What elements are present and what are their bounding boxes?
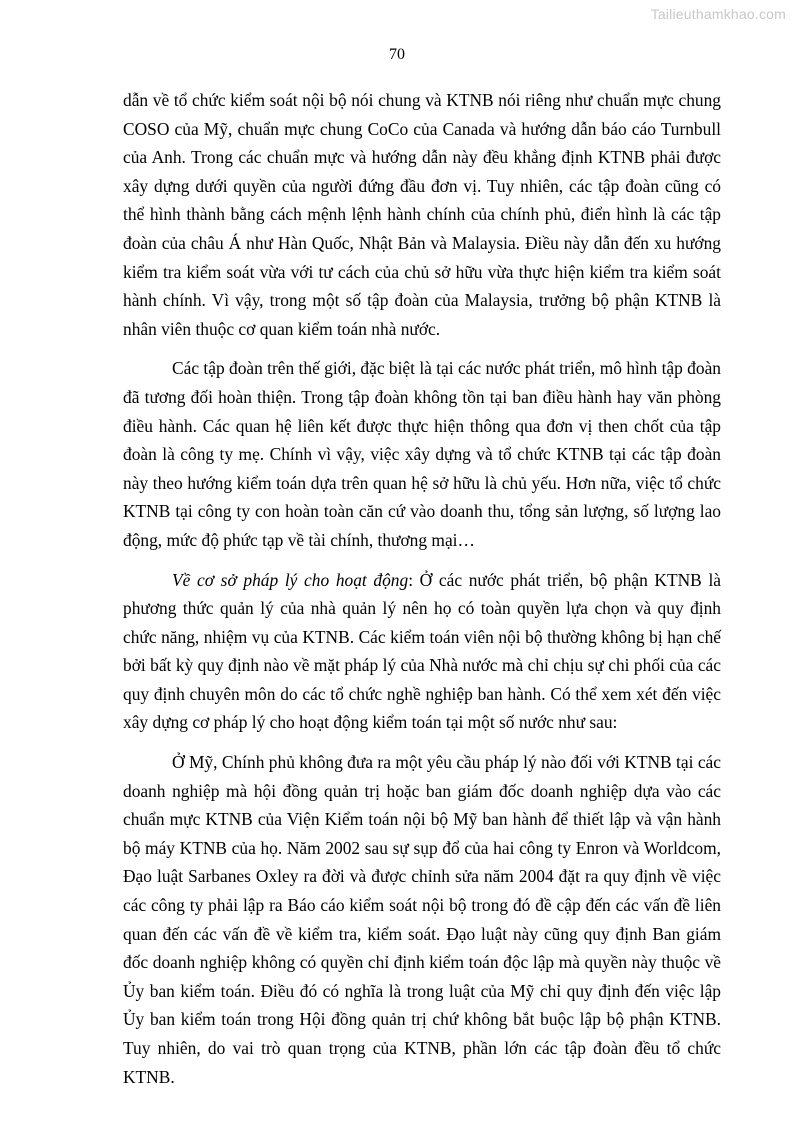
paragraph-3	[123, 566, 721, 738]
paragraph-3-italic-lead: Về cơ sở pháp lý cho hoạt động	[172, 569, 409, 590]
paragraph-1: dẫn về tổ chức kiểm soát nội bộ nói chung và KTNB nói riêng như chuẩn mực chung COSO của Mỹ, chuẩn mực chung CoCo của Canada và hướng dẫn báo cáo Turnbull của Anh. Trong các chuẩn mực và hướng dẫn này đều khẳng định KTNB phải được xây dựng dưới quyền của người đứng đầu đơn vị. Tuy nhiên, các tập đoàn cũng có thể hình thành bằng cách mệnh lệnh hành chính của chính phủ, điển hình là các tập đoàn của châu Á như Hàn Quốc, Nhật Bản và Malaysia. Điều này dẫn đến xu hướng kiểm tra kiểm soát vừa với tư cách của chủ sở hữu vừa thực hiện kiểm tra kiểm soát hành chính. Vì vậy, trong một số tập đoàn của Malaysia, trưởng bộ phận KTNB là nhân viên thuộc cơ quan kiểm toán nhà nước.	[123, 90, 721, 339]
paragraph-4: Ở Mỹ, Chính phủ không đưa ra một yêu cầu pháp lý nào đối với KTNB tại các doanh nghiệp mà hội đồng quản trị hoặc ban giám đốc doanh nghiệp dựa vào các chuẩn mực KTNB của Viện Kiểm toán nội bộ Mỹ ban hành để thiết lập và vận hành bộ máy KTNB của họ. Năm 2002 sau sự sụp đổ của hai công ty Enron và Worldcom, Đạo luật Sarbanes Oxley ra đời và được chỉnh sửa năm 2004 đặt ra quy định về việc các công ty phải lập ra Báo cáo kiểm soát nội bộ trong đó đề cập đến các vấn đề liên quan đến các vấn đề về kiểm tra, kiểm soát. Đạo luật này cũng quy định Ban giám đốc doanh nghiệp không có quyền chỉ định kiểm toán độc lập mà quyền này thuộc về Ủy ban kiểm toán. Điều đó có nghĩa là trong luật của Mỹ chỉ quy định đến việc lập Ủy ban kiểm toán trong Hội đồng quản trị chứ không bắt buộc lập bộ phận KTNB. Tuy nhiên, do vai trò quan trọng của KTNB, phần lớn các tập đoàn đều tổ chức KTNB.	[123, 752, 721, 1087]
watermark-text: Tailieuthamkhao.com	[650, 6, 786, 22]
document-body	[123, 86, 721, 1102]
paragraph-2: Các tập đoàn trên thế giới, đặc biệt là tại các nước phát triển, mô hình tập đoàn đã tương đối hoàn thiện. Trong tập đoàn không tồn tại ban điều hành hay văn phòng điều hành. Các quan hệ liên kết được thực hiện thông qua đơn vị then chốt của tập đoàn là công ty mẹ. Chính vì vậy, việc xây dựng và tổ chức KTNB tại các tập đoàn này theo hướng kiểm toán dựa trên quan hệ sở hữu là chủ yếu. Hơn nữa, việc tổ chức KTNB tại công ty con hoàn toàn căn cứ vào doanh thu, tổng sản lượng, số lượng lao động, mức độ phức tạp về tài chính, thương mại…	[123, 358, 721, 550]
page-number: 70	[389, 46, 405, 63]
paragraph-3-text: : Ở các nước phát triển, bộ phận KTNB là phương thức quản lý của nhà quản lý nên họ có toàn quyền lựa chọn và quy định chức năng, nhiệm vụ của KTNB. Các kiểm toán viên nội bộ thường không bị hạn chế bởi bất kỳ quy định nào về mặt pháp lý của Nhà nước mà chỉ chịu sự chi phối của các quy định chuyên môn do các tổ chức nghề nghiệp ban hành. Có thể xem xét đến việc xây dựng cơ pháp lý cho hoạt động kiểm toán tại một số nước như sau:	[123, 569, 721, 733]
